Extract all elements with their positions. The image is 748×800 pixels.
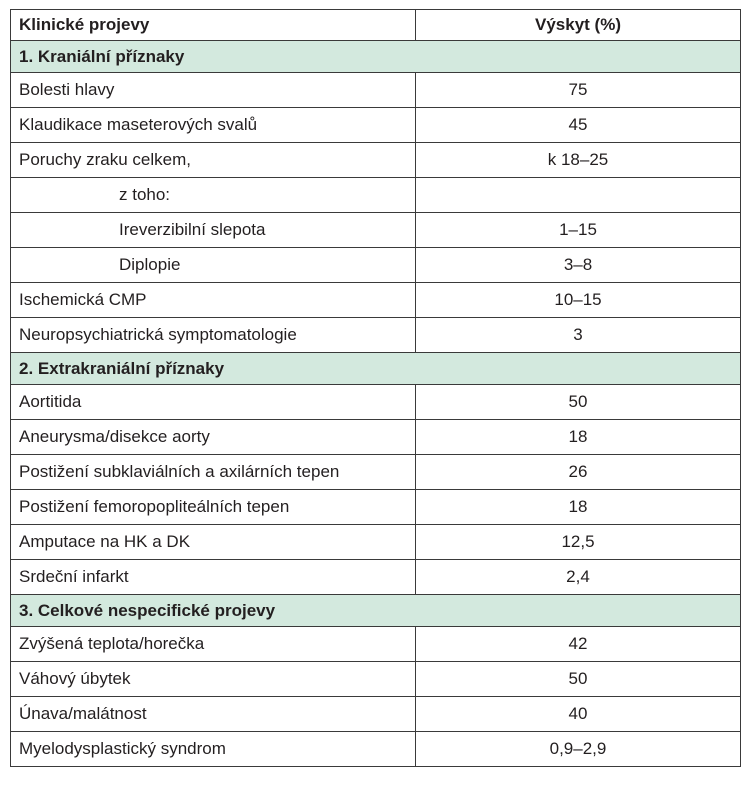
manifestation-label: Postižení femoropopliteálních tepen [11,490,416,525]
header-incidence: Výskyt (%) [416,10,741,41]
header-clinical-manifestations: Klinické projevy [11,10,416,41]
section-title: 1. Kraniální příznaky [11,41,741,73]
manifestation-label: Srdeční infarkt [11,560,416,595]
clinical-manifestations-table [10,9,741,767]
manifestation-label: Bolesti hlavy [11,73,416,108]
manifestation-label: Únava/malátnost [11,697,416,732]
manifestation-label: Ireverzibilní slepota [11,213,416,248]
incidence-value: 10–15 [416,283,741,318]
table-row [11,732,741,767]
incidence-value: 2,4 [416,560,741,595]
section-header-row [11,41,741,73]
incidence-value: 18 [416,420,741,455]
incidence-value: 45 [416,108,741,143]
manifestation-label: Poruchy zraku celkem, [11,143,416,178]
table-row [11,385,741,420]
manifestation-label: Myelodysplastický syndrom [11,732,416,767]
table-row [11,560,741,595]
incidence-value: 75 [416,73,741,108]
manifestation-label: z toho: [11,178,416,213]
table-row [11,73,741,108]
section-title: 2. Extrakraniální příznaky [11,353,741,385]
incidence-value: 12,5 [416,525,741,560]
incidence-value: k 18–25 [416,143,741,178]
manifestation-label: Klaudikace maseterových svalů [11,108,416,143]
table-row [11,420,741,455]
incidence-value [416,178,741,213]
section-title: 3. Celkové nespecifické projevy [11,595,741,627]
manifestation-label: Amputace na HK a DK [11,525,416,560]
section-header-row [11,595,741,627]
section-header-row [11,353,741,385]
table-row [11,525,741,560]
table-row [11,662,741,697]
incidence-value: 1–15 [416,213,741,248]
table-body [11,10,741,767]
table-row [11,283,741,318]
table-row [11,178,741,213]
incidence-value: 42 [416,627,741,662]
incidence-value: 50 [416,662,741,697]
manifestation-label: Zvýšená teplota/horečka [11,627,416,662]
manifestation-label: Postižení subklaviálních a axilárních tepen [11,455,416,490]
manifestation-label: Aneurysma/disekce aorty [11,420,416,455]
table-row [11,697,741,732]
table-row [11,108,741,143]
incidence-value: 50 [416,385,741,420]
incidence-value: 3–8 [416,248,741,283]
table-header-row [11,10,741,41]
table-row [11,318,741,353]
table-row [11,455,741,490]
manifestation-label: Ischemická CMP [11,283,416,318]
manifestation-label: Aortitida [11,385,416,420]
incidence-value: 0,9–2,9 [416,732,741,767]
table-row [11,143,741,178]
manifestation-label: Neuropsychiatrická symptomatologie [11,318,416,353]
incidence-value: 18 [416,490,741,525]
table-row [11,627,741,662]
incidence-value: 3 [416,318,741,353]
manifestation-label: Diplopie [11,248,416,283]
table-row [11,248,741,283]
table-row [11,490,741,525]
table-row [11,213,741,248]
manifestation-label: Váhový úbytek [11,662,416,697]
incidence-value: 26 [416,455,741,490]
incidence-value: 40 [416,697,741,732]
